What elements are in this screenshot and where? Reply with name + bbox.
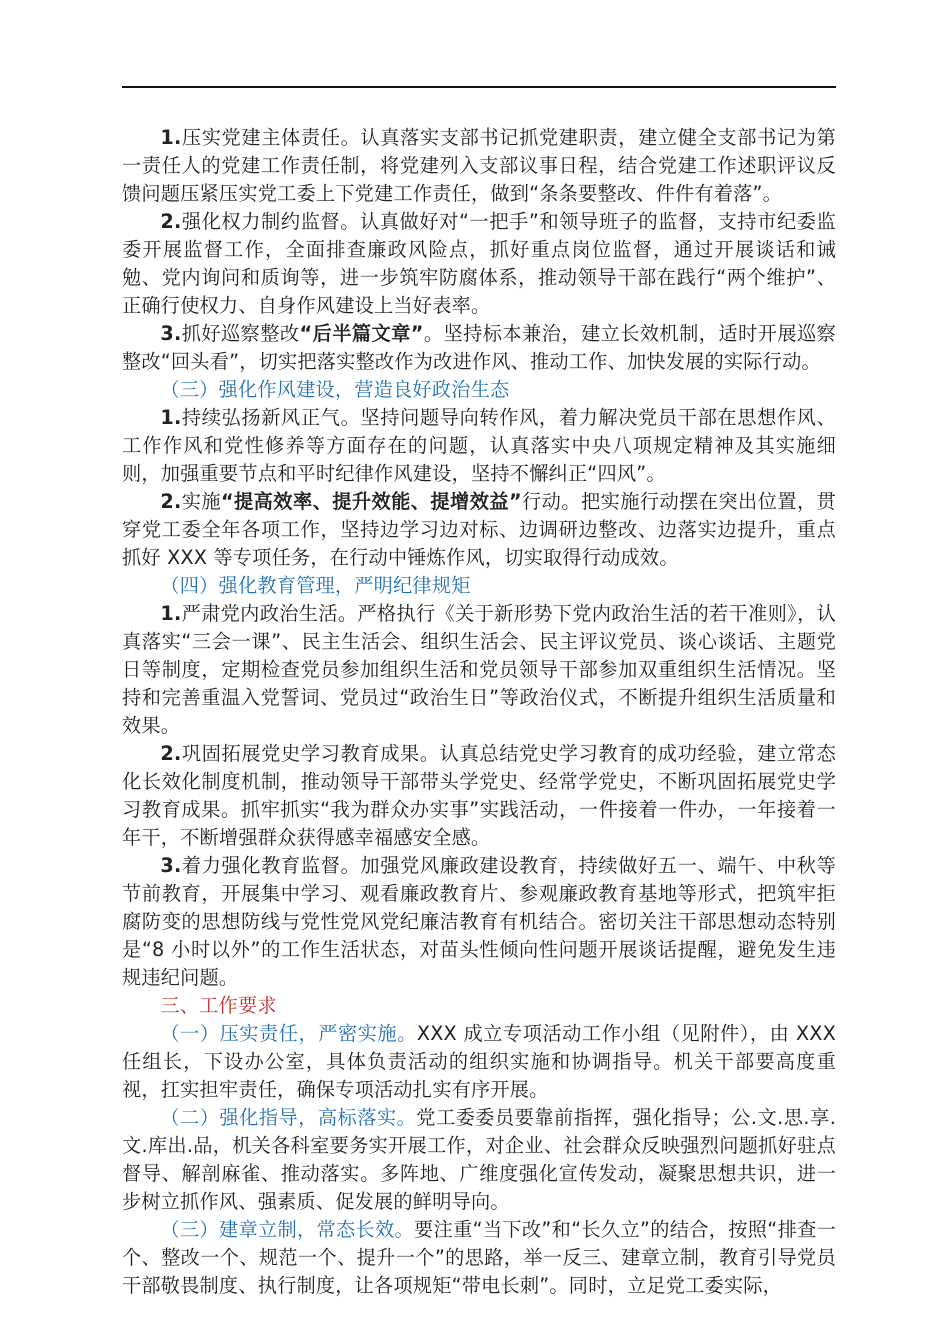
paragraph-text: 强化权力制约监督。认真做好对“一把手”和领导班子的监督，支持市纪委监委开展监督工作，全面排查廉政风险点，抓好重点岗位监督，通过开展谈话和诫勉、党内询问和质询等，进一步筑牢防腐体系，推动领导干部在践行“两个维护”、正确行使权力、自身作风建设上当好表率。	[122, 210, 836, 317]
paragraph-text: 压实党建主体责任。认真落实支部书记抓党建职责，建立健全支部书记为第一责任人的党建工作责任制，将党建列入支部议事日程，结合党建工作述职评议反馈问题压紧压实党工委上下党建工作责任，做到“条条要整改、件件有着落”。	[122, 126, 836, 205]
paragraph-text: 。坚持标本兼治，建立长效机制，适时开展巡察整改“回头看”，切实把落实整改作为改进作风、推动工作、加快发展的实际行动。	[122, 322, 837, 373]
subheading-3: （三）强化作风建设，营造良好政治生态	[160, 378, 510, 401]
item-number: 2.	[160, 210, 182, 233]
paragraph-8	[122, 852, 836, 992]
paragraph-9	[122, 1020, 836, 1104]
paragraph-6	[122, 600, 836, 740]
header-rule	[122, 86, 836, 88]
item-number: 1.	[160, 602, 182, 625]
paragraph-7	[122, 740, 836, 852]
item-number: 3.	[160, 322, 182, 345]
paragraph-text: 持续弘扬新风正气。坚持问题导向转作风，着力解决党员干部在思想作风、工作作风和党性修养等方面存在的问题，认真落实中央八项规定精神及其实施细则，加强重要节点和平时纪律作风建设，坚持不懈纠正“四风”。	[122, 406, 836, 485]
item-number: 2.	[160, 742, 182, 765]
paragraph-text: XXX 成立专项活动工作小组（见附件），由 XXX 任组长，下设办公室，具体负责活动的组织实施和协调指导。机关干部要高度重视，扛实担牢责任，确保专项活动扎实有序开展。	[122, 1022, 836, 1101]
bold-phrase: “后半篇文章”	[299, 322, 424, 345]
item-number: 2.	[160, 490, 182, 513]
paragraph-text: 党工委委员要靠前指挥，强化指导；公.文.思.享.文.库出.品，机关各科室要务实开展工作，对企业、社会群众反映强烈问题抓好驻点督导、解剖麻雀、推动落实。多阵地、广维度强化宣传发动，凝聚思想共识，进一步树立抓作风、强素质、促发展的鲜明导向。	[122, 1106, 836, 1213]
item-number: 1.	[160, 126, 182, 149]
section-heading: 三、工作要求	[160, 994, 277, 1017]
inline-heading: （一）压实责任，严密实施。	[160, 1022, 417, 1045]
paragraph-5	[122, 488, 836, 572]
paragraph-2	[122, 208, 836, 320]
bold-phrase: “提高效率、提升效能、提增效益”	[220, 490, 522, 513]
subheading-4: （四）强化教育管理，严明纪律规矩	[160, 574, 471, 597]
paragraph-text: 要注重“当下改”和“长久立”的结合，按照“排查一个、整改一个、规范一个、提升一个”的思路，举一反三、建章立制，教育引导党员干部敬畏制度、执行制度，让各项规矩“带电长刺”。同时，立足党工委实际，	[122, 1218, 836, 1297]
item-number: 1.	[160, 406, 182, 429]
paragraph-text: 行动。把实施行动摆在突出位置，贯穿党工委全年各项工作，坚持边学习边对标、边调研边整改、边落实边提升，重点抓好 XXX 等专项任务，在行动中锤炼作风，切实取得行动成效。	[122, 490, 836, 569]
item-number: 3.	[160, 854, 182, 877]
paragraph-text: 严肃党内政治生活。严格执行《关于新形势下党内政治生活的若干准则》，认真落实“三会一课”、民主生活会、组织生活会、民主评议党员、谈心谈话、主题党日等制度，定期检查党员参加组织生活和党员领导干部参加双重组织生活情况。坚持和完善重温入党誓词、党员过“政治生日”等政治仪式，不断提升组织生活质量和效果。	[122, 602, 836, 737]
paragraph-text: 抓好巡察整改	[181, 322, 300, 345]
paragraph-11	[122, 1216, 836, 1300]
paragraph-text: 实施	[181, 490, 221, 513]
paragraph-4	[122, 404, 836, 488]
paragraph-text: 巩固拓展党史学习教育成果。认真总结党史学习教育的成功经验，建立常态化长效化制度机制，推动领导干部带头学党史、经常学党史，不断巩固拓展党史学习教育成果。抓牢抓实“我为群众办实事”实践活动，一件接着一件办，一年接着一年干，不断增强群众获得感幸福感安全感。	[122, 742, 836, 849]
paragraph-1	[122, 124, 836, 208]
paragraph-3	[122, 320, 836, 376]
paragraph-text: 着力强化教育监督。加强党风廉政建设教育，持续做好五一、端午、中秋等节前教育，开展集中学习、观看廉政教育片、参观廉政教育基地等形式，把筑牢拒腐防变的思想防线与党性党风党纪廉洁教育有机结合。密切关注干部思想动态特别是“8 小时以外”的工作生活状态，对苗头性倾向性问题开展谈话提醒，避免发生违规违纪问题。	[122, 854, 836, 989]
inline-heading: （二）强化指导，高标落实。	[160, 1106, 417, 1129]
paragraph-10	[122, 1104, 836, 1216]
document-body	[122, 124, 836, 1300]
inline-heading: （三）建章立制，常态长效。	[160, 1218, 415, 1241]
